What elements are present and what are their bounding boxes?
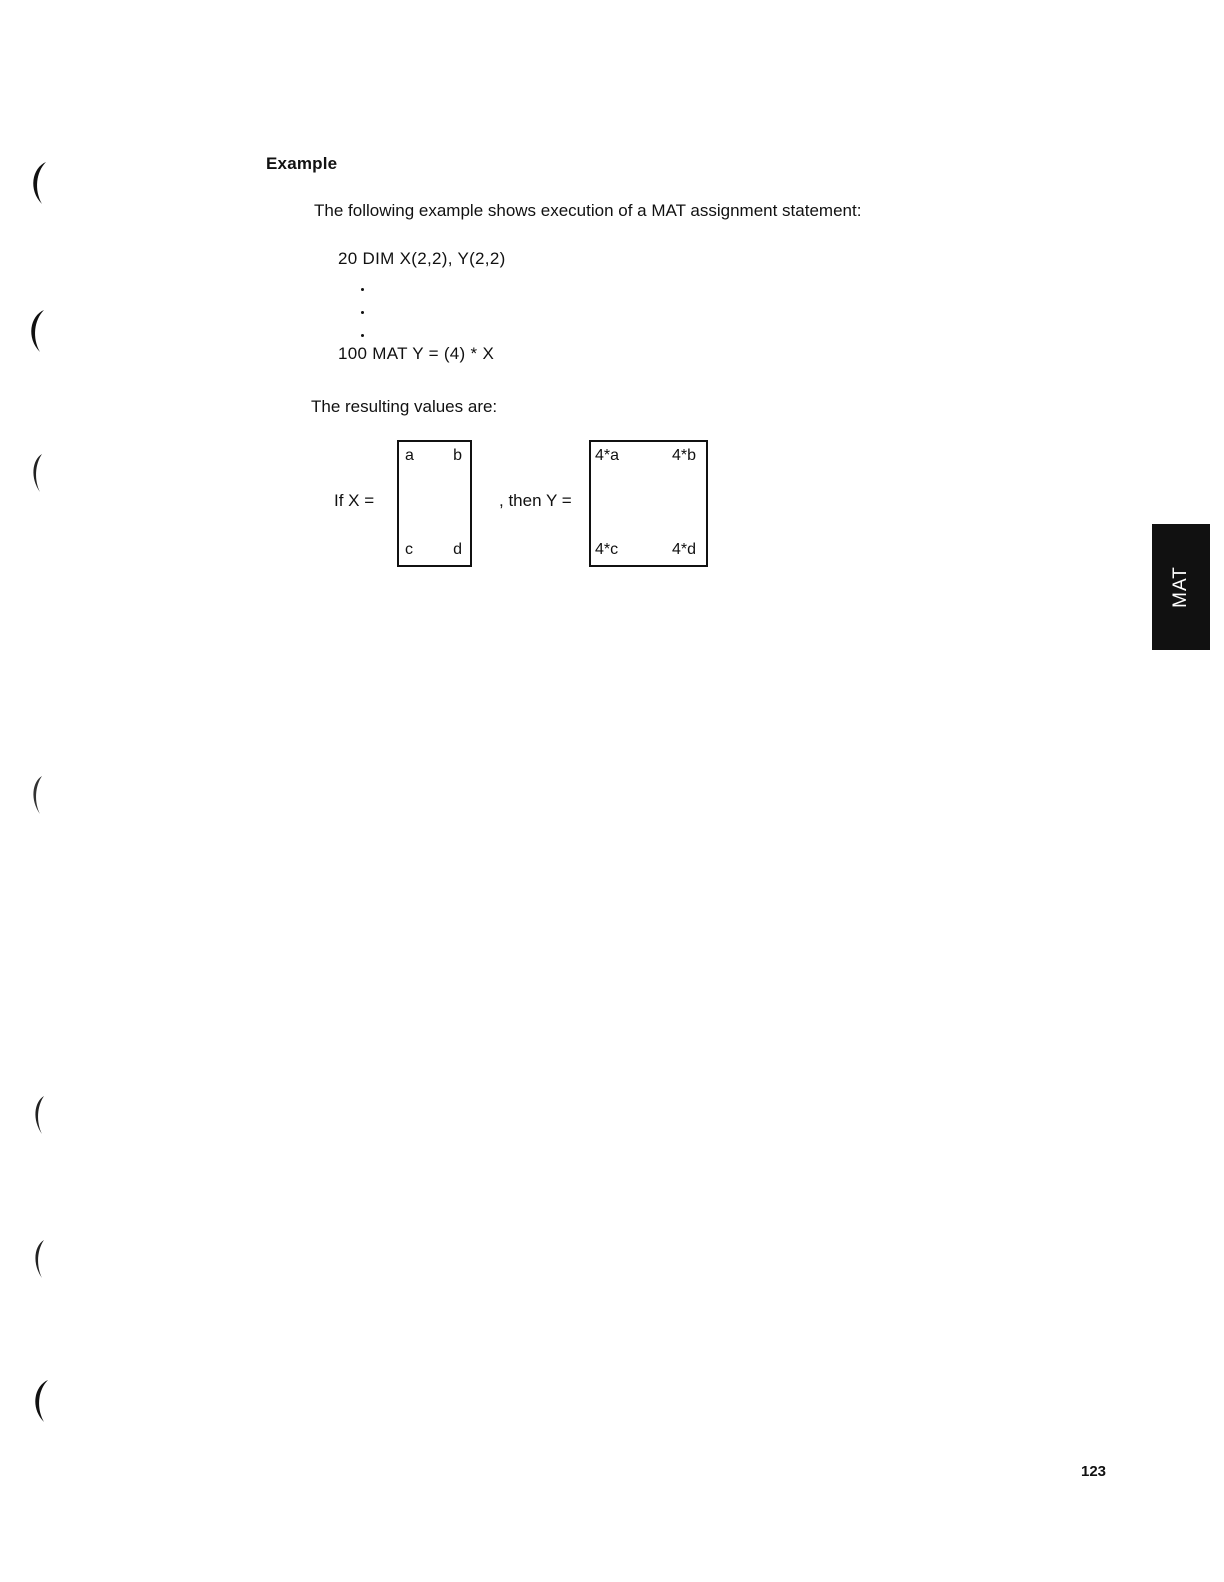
matrix-y xyxy=(589,440,708,567)
binder-hole-2 xyxy=(22,308,56,354)
matrix-y-cell-c: 4*c xyxy=(595,541,619,558)
matrix-y-cell-b: 4*b xyxy=(671,447,696,464)
binder-hole-6 xyxy=(24,1236,58,1282)
section-thumb-tab-label: MAT xyxy=(1170,566,1191,608)
matrix-y-cell-d: 4*d xyxy=(671,541,696,558)
code-line-mat: 100 MAT Y = (4) * X xyxy=(338,344,495,363)
ellipsis-dot xyxy=(361,334,364,337)
matrix-x-cell-a: a xyxy=(405,447,414,464)
binder-hole-3 xyxy=(22,450,56,496)
matrix-y-cell-a: 4*a xyxy=(595,447,620,464)
page-number: 123 xyxy=(1081,1463,1107,1480)
code-line-dim: 20 DIM X(2,2), Y(2,2) xyxy=(338,249,506,268)
result-label: The resulting values are: xyxy=(311,397,498,416)
ellipsis-dot xyxy=(361,311,364,314)
binder-hole-4 xyxy=(22,772,56,818)
binder-hole-1 xyxy=(24,160,58,206)
binder-hole-7 xyxy=(26,1378,60,1424)
ellipsis-dot xyxy=(361,288,364,291)
matrix-x-cell-b: b xyxy=(453,447,462,464)
matrix-x-cell-c: c xyxy=(405,541,413,558)
binder-hole-5 xyxy=(24,1092,58,1138)
intro-text: The following example shows execution of a MAT assignment statement: xyxy=(314,201,862,220)
section-thumb-tab xyxy=(1152,524,1210,650)
matrix-x-cell-d: d xyxy=(453,541,462,558)
matrix-x xyxy=(397,440,472,567)
if-x-label: If X = xyxy=(334,491,375,510)
section-heading: Example xyxy=(266,154,338,173)
then-y-label: , then Y = xyxy=(499,491,572,510)
